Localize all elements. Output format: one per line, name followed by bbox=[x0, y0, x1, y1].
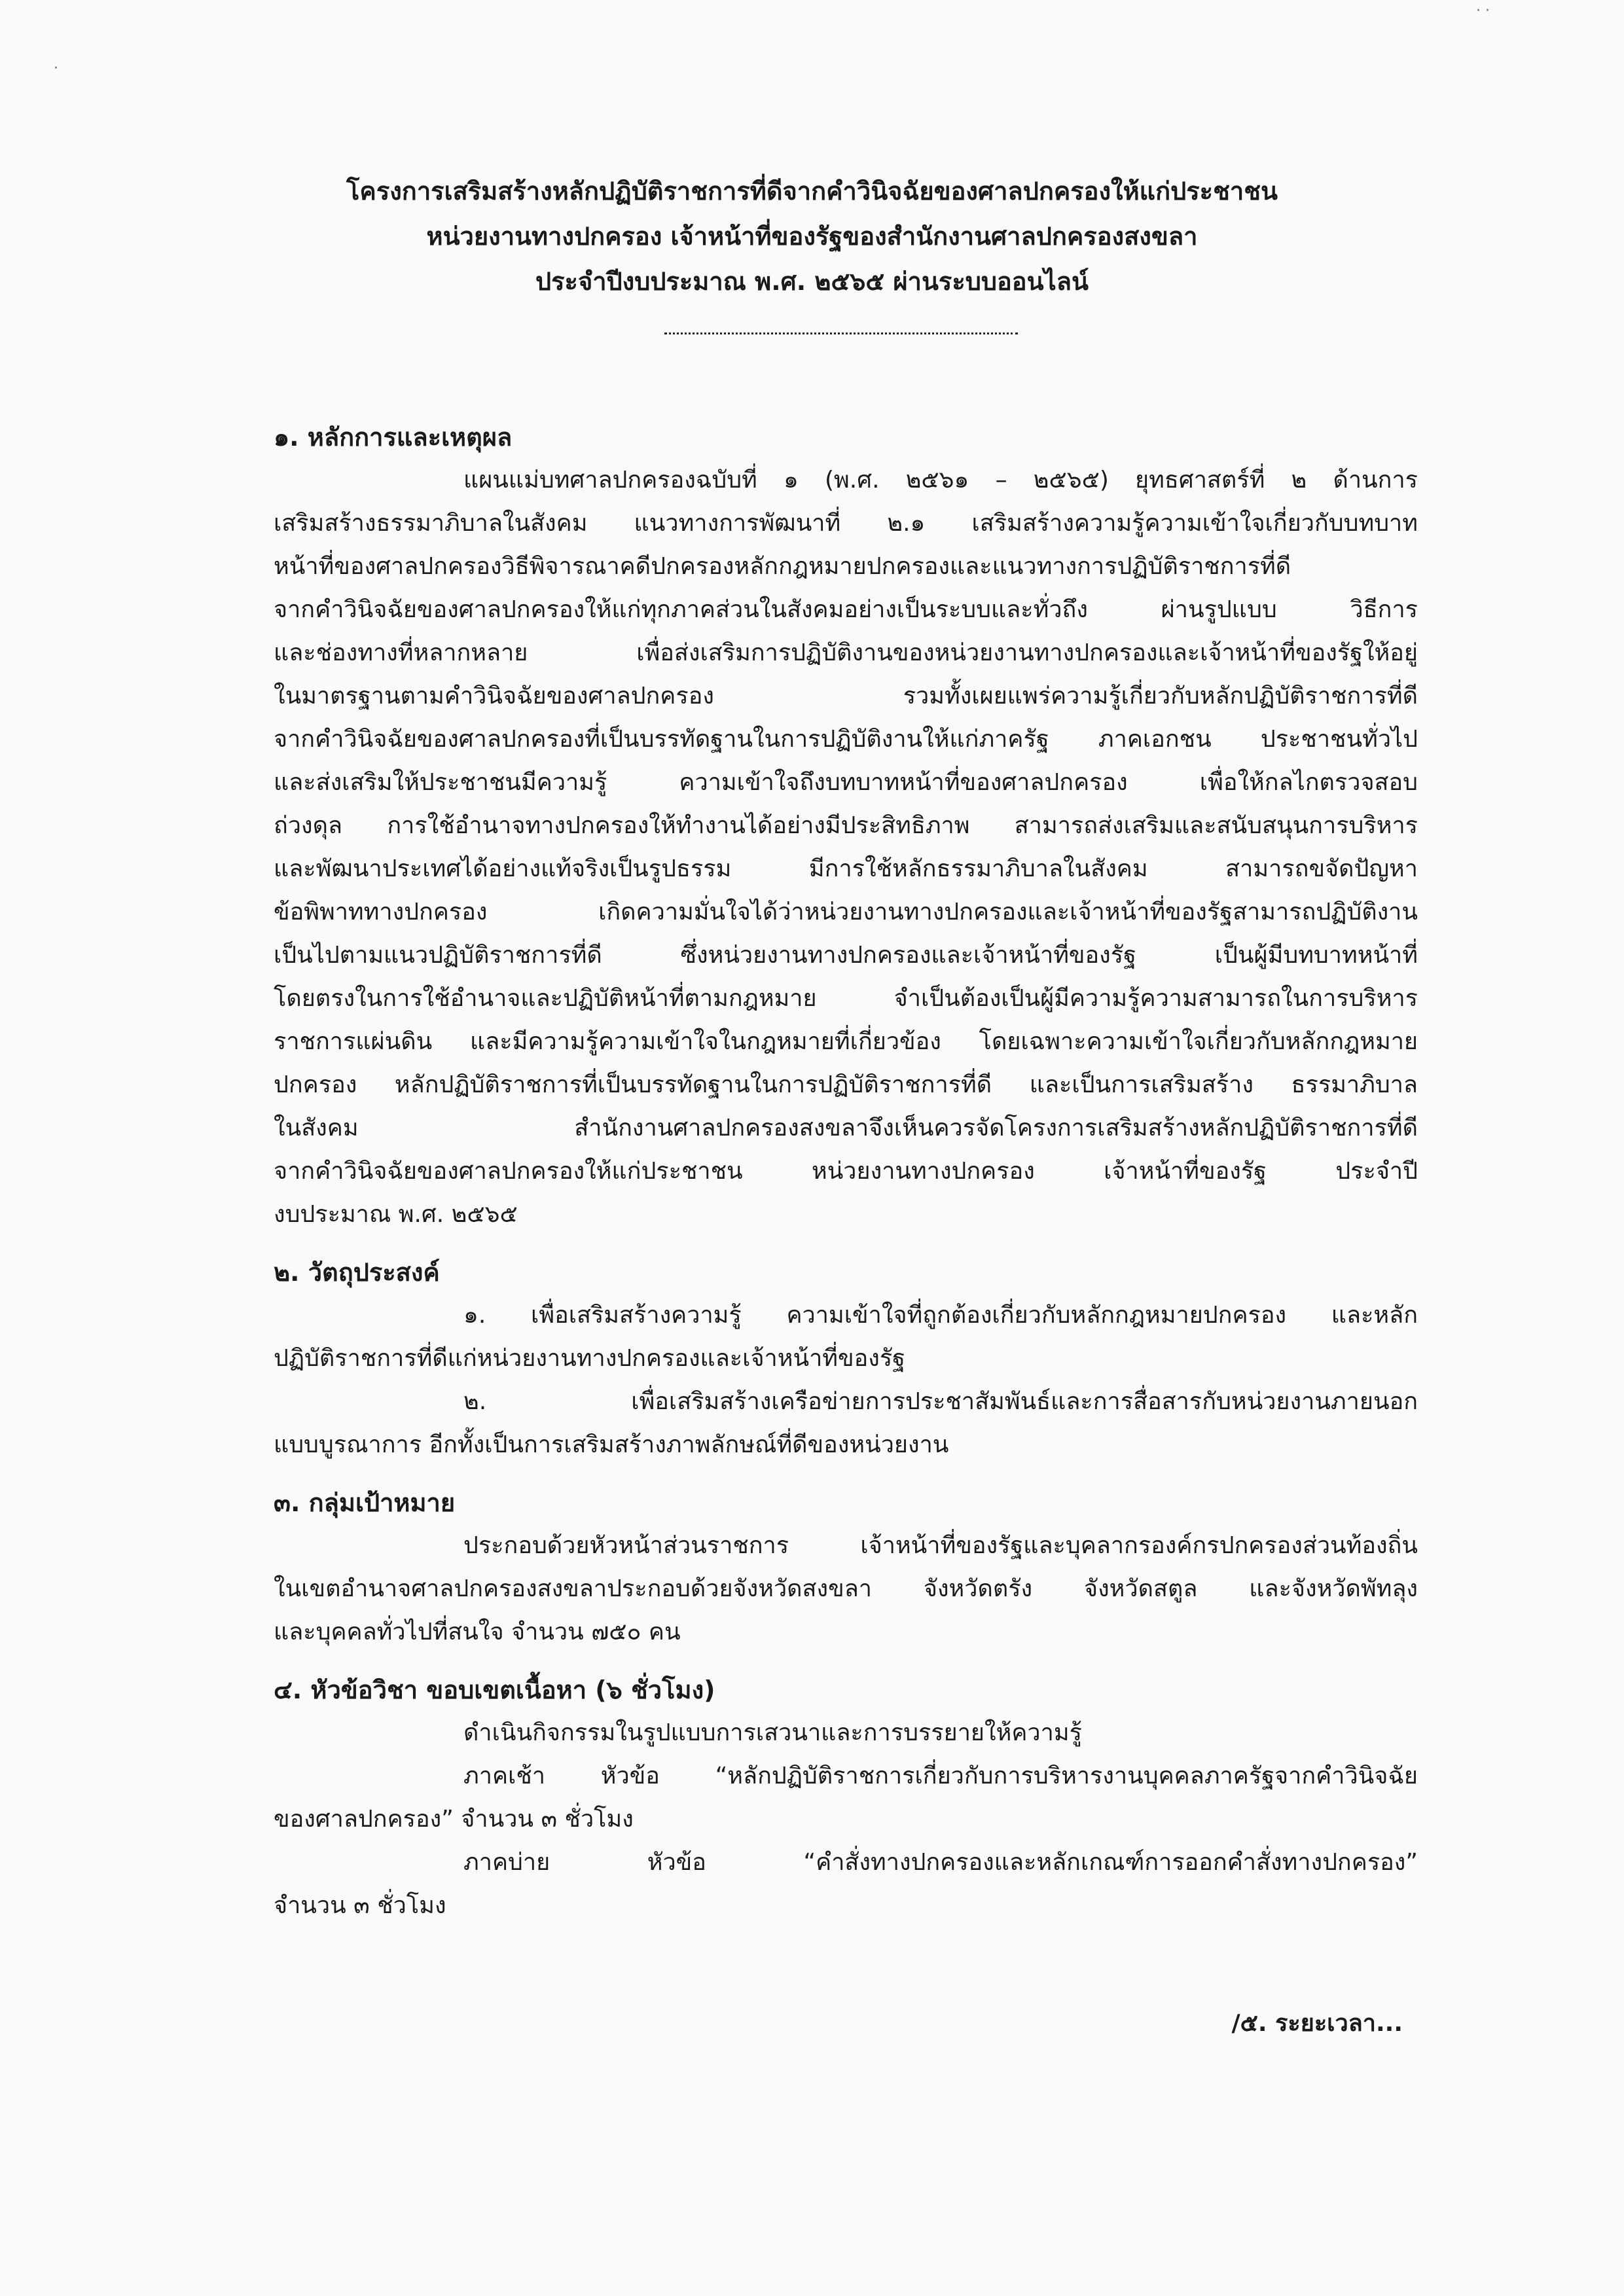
paragraph-line: ภาคเช้า หัวข้อ “หลักปฏิบัติราชการเกี่ยวกับการบริหารงานบุคคลภาครัฐจากคำวินิจฉัย bbox=[463, 1763, 1418, 1789]
title-line-2: หน่วยงานทางปกครอง เจ้าหน้าที่ของรัฐของสำนักงานศาลปกครองสงขลา bbox=[426, 222, 1198, 251]
scan-speck: · bbox=[54, 60, 58, 77]
paragraph-line: และพัฒนาประเทศได้อย่างแท้จริงเป็นรูปธรรม มีการใช้หลักธรรมาภิบาลในสังคม สามารถขจัดปัญหา bbox=[274, 855, 1418, 882]
section-heading: ๑. หลักการและเหตุผล bbox=[274, 423, 513, 452]
paragraph-line: งบประมาณ พ.ศ. ๒๕๖๕ bbox=[274, 1201, 518, 1228]
paragraph-line: ๑. เพื่อเสริมสร้างความรู้ ความเข้าใจที่ถูกต้องเกี่ยวกับหลักกฎหมายปกครอง และหลัก bbox=[463, 1302, 1418, 1329]
paragraph-line: ข้อพิพาททางปกครอง เกิดความมั่นใจได้ว่าหน่วยงานทางปกครองและเจ้าหน้าที่ของรัฐสามารถปฏิบัติงาน bbox=[274, 899, 1418, 925]
section-target-group bbox=[274, 1481, 1418, 1654]
paragraph-line: ในเขตอำนาจศาลปกครองสงขลาประกอบด้วยจังหวัดสงขลา จังหวัดตรัง จังหวัดสตูล และจังหวัดพัทลุง bbox=[274, 1575, 1418, 1602]
paragraph-line: ดำเนินกิจกรรมในรูปแบบการเสวนาและการบรรยายให้ความรู้ bbox=[463, 1719, 1082, 1746]
section-rationale bbox=[274, 416, 1418, 1236]
paragraph-line: ในสังคม สำนักงานศาลปกครองสงขลาจึงเห็นควรจัดโครงการเสริมสร้างหลักปฏิบัติราชการที่ดี bbox=[274, 1115, 1418, 1141]
document-body bbox=[274, 416, 1418, 1928]
paragraph-line: ปกครอง หลักปฏิบัติราชการที่เป็นบรรทัดฐานในการปฏิบัติราชการที่ดี และเป็นการเสริมสร้าง ธรรมาภิบาล bbox=[274, 1071, 1418, 1098]
paragraph-line: หน้าที่ของศาลปกครองวิธีพิจารณาคดีปกครองหลักกฎหมายปกครองและแนวทางการปฏิบัติราชการที่ดี bbox=[274, 553, 1291, 580]
section-topics bbox=[274, 1668, 1418, 1928]
paragraph-line: ภาคบ่าย หัวข้อ “คำสั่งทางปกครองและหลักเกณฑ์การออกคำสั่งทางปกครอง” bbox=[463, 1849, 1418, 1876]
paragraph-line: จำนวน ๓ ชั่วโมง bbox=[274, 1892, 446, 1919]
paragraph-line: จากคำวินิจฉัยของศาลปกครองที่เป็นบรรทัดฐานในการปฏิบัติงานให้แก่ภาครัฐ ภาคเอกชน ประชาชนทั่วไป bbox=[274, 726, 1418, 753]
paragraph-line: และส่งเสริมให้ประชาชนมีความรู้ ความเข้าใจถึงบทบาทหน้าที่ของศาลปกครอง เพื่อให้กลไกตรวจสอบ bbox=[274, 769, 1418, 796]
continuation-marker: /๕. ระยะเวลา... bbox=[1231, 2010, 1403, 2037]
paragraph-line: เป็นไปตามแนวปฏิบัติราชการที่ดี ซึ่งหน่วยงานทางปกครองและเจ้าหน้าที่ของรัฐ เป็นผู้มีบทบาทหน้าที่ bbox=[274, 942, 1418, 969]
paragraph-line: ๒. เพื่อเสริมสร้างเครือข่ายการประชาสัมพันธ์และการสื่อสารกับหน่วยงานภายนอก bbox=[463, 1388, 1418, 1415]
document-title bbox=[0, 169, 1624, 304]
section-heading: ๓. กลุ่มเป้าหมาย bbox=[274, 1488, 456, 1517]
section-heading: ๔. หัวข้อวิชา ขอบเขตเนื้อหา (๖ ชั่วโมง) bbox=[274, 1676, 715, 1704]
paragraph-line: ราชการแผ่นดิน และมีความรู้ความเข้าใจในกฎหมายที่เกี่ยวข้อง โดยเฉพาะความเข้าใจเกี่ยวกับหลักกฎหมาย bbox=[274, 1028, 1418, 1055]
paragraph-line: เสริมสร้างธรรมาภิบาลในสังคม แนวทางการพัฒนาที่ ๒.๑ เสริมสร้างความรู้ความเข้าใจเกี่ยวกับบทบาท bbox=[274, 510, 1418, 537]
title-line-3: ประจำปีงบประมาณ พ.ศ. ๒๕๖๕ ผ่านระบบออนไลน์ bbox=[535, 267, 1089, 296]
paragraph-line: โดยตรงในการใช้อำนาจและปฏิบัติหน้าที่ตามกฎหมาย จำเป็นต้องเป็นผู้มีความรู้ความสามารถในการบริหาร bbox=[274, 985, 1418, 1012]
paragraph-line: และช่องทางที่หลากหลาย เพื่อส่งเสริมการปฏิบัติงานของหน่วยงานทางปกครองและเจ้าหน้าที่ของรัฐให้อยู่ bbox=[274, 639, 1418, 666]
paragraph-line: จากคำวินิจฉัยของศาลปกครองให้แก่ประชาชน หน่วยงานทางปกครอง เจ้าหน้าที่ของรัฐ ประจำปี bbox=[274, 1158, 1418, 1185]
paragraph-line: แบบบูรณาการ อีกทั้งเป็นการเสริมสร้างภาพลักษณ์ที่ดีของหน่วยงาน bbox=[274, 1431, 949, 1458]
paragraph-line: ปฏิบัติราชการที่ดีแก่หน่วยงานทางปกครองและเจ้าหน้าที่ของรัฐ bbox=[274, 1345, 906, 1372]
paragraph-line: แผนแม่บทศาลปกครองฉบับที่ ๑ (พ.ศ. ๒๕๖๑ – ๒๕๖๕) ยุทธศาสตร์ที่ ๒ ด้านการ bbox=[463, 467, 1418, 493]
paragraph-line: ประกอบด้วยหัวหน้าส่วนราชการ เจ้าหน้าที่ของรัฐและบุคลากรองค์กรปกครองส่วนท้องถิ่น bbox=[463, 1532, 1418, 1559]
title-line-1: โครงการเสริมสร้างหลักปฏิบัติราชการที่ดีจากคำวินิจฉัยของศาลปกครองให้แก่ประชาชน bbox=[346, 177, 1278, 206]
paragraph-line: จากคำวินิจฉัยของศาลปกครองให้แก่ทุกภาคส่วนในสังคมอย่างเป็นระบบและทั่วถึง ผ่านรูปแบบ วิธีการ bbox=[274, 596, 1418, 623]
section-heading: ๒. วัตถุประสงค์ bbox=[274, 1258, 440, 1287]
scan-speck: · · bbox=[1476, 3, 1490, 19]
title-dotted-rule bbox=[664, 332, 1018, 334]
paragraph-line: ในมาตรฐานตามคำวินิจฉัยของศาลปกครอง รวมทั้งเผยแพร่ความรู้เกี่ยวกับหลักปฏิบัติราชการที่ดี bbox=[274, 683, 1418, 709]
paragraph-line: ของศาลปกครอง” จำนวน ๓ ชั่วโมง bbox=[274, 1806, 634, 1833]
paragraph-line: และบุคคลทั่วไปที่สนใจ จำนวน ๗๕๐ คน bbox=[274, 1619, 681, 1645]
section-objectives bbox=[274, 1251, 1418, 1467]
paragraph-line: ถ่วงดุล การใช้อำนาจทางปกครองให้ทำงานได้อย่างมีประสิทธิภาพ สามารถส่งเสริมและสนับสนุนการบริหาร bbox=[274, 812, 1418, 839]
